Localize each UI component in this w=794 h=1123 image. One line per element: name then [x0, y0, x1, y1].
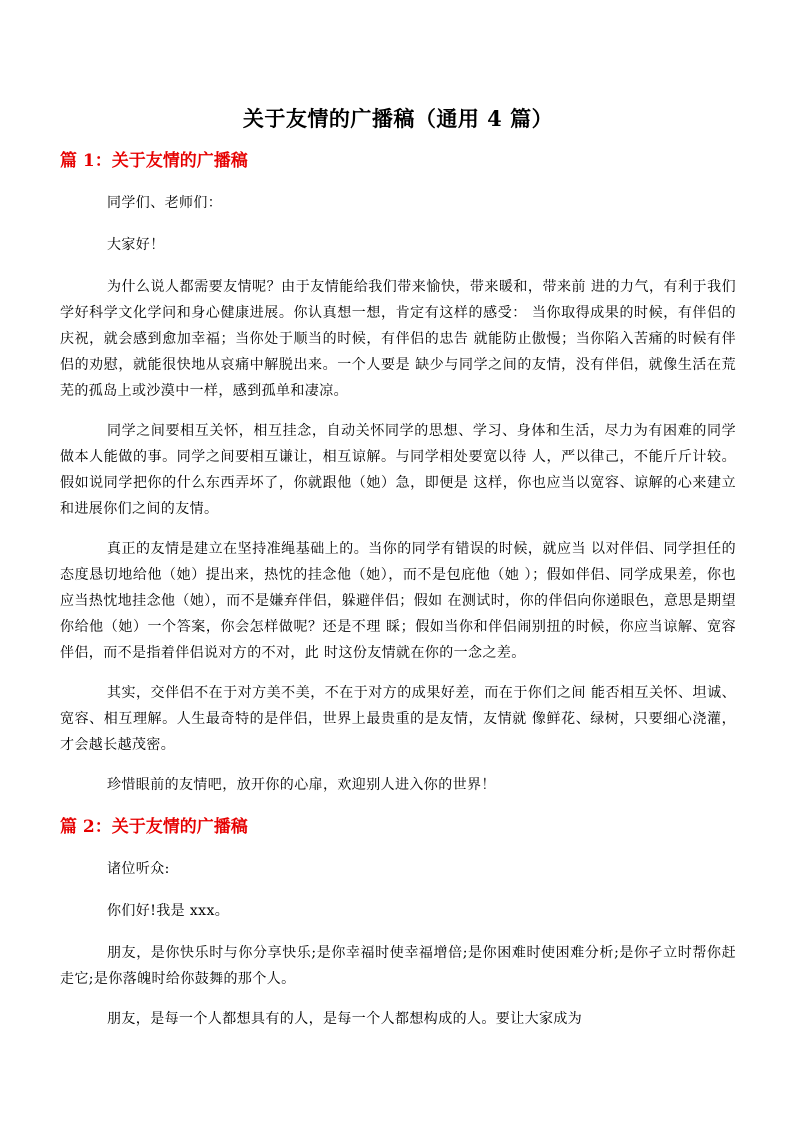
paragraph: 诸位听众:	[107, 861, 170, 877]
paragraph: 为什么说人都需要友情呢？由于友情能给我们带来愉快，带来暖和，带来前 进的力气，有利于我们学好科学文化学问和身心健康进展。你认真想一想，肯定有这样的感受： 当你取得成果的时候，有伴侣的庆祝，就会感到愈加幸福；当你处于顺当的时候，有伴侣的忠告 就能防止傲慢；当你陷入苦痛的时候有伴侣的劝慰，就能很快地从哀痛中解脱出来。一个人要是 缺少与同学之间的友情，没有伴侣，就像生活在荒芜的孤岛上或沙漠中一样，感到孤单和凄凉。	[60, 279, 736, 399]
section-1	[60, 148, 736, 798]
section-heading: 篇 1：关于友情的广播稿	[60, 151, 248, 171]
document-page	[60, 104, 736, 1046]
paragraph: 真正的友情是建立在坚持准绳基础上的。当你的同学有错误的时候，就应当 以对伴侣、同学担任的态度恳切地给他（她）提出来，热忱的挂念他（她），而不是包庇他（她 ）；假如伴侣、同学成果差，你也应当热忱地挂念他（她），而不是嫌弃伴侣，躲避伴侣；假如 在测试时，你的伴侣向你递眼色，意思是期望你给他（她）一个答案，你会怎样做呢？还是不理 睬；假如当你和伴侣闹别扭的时候，你应当谅解、宽容伴侣，而不是指着伴侣说对方的不对，此 时这份友情就在你的一念之差。	[60, 541, 736, 661]
section-2	[60, 814, 736, 1032]
paragraph: 你们好!我是 xxx。	[107, 903, 230, 919]
paragraph: 其实，交伴侣不在于对方美不美，不在于对方的成果好差，而在于你们之间 能否相互关怀、坦诚、宽容、相互理解。人生最奇特的是伴侣，世界上最贵重的是友情，友情就 像鲜花、绿树，只要细心浇灌，才会越长越茂密。	[60, 685, 736, 753]
paragraph: 大家好！	[107, 237, 165, 253]
paragraph: 同学们、老师们：	[107, 195, 223, 211]
document-title: 关于友情的广播稿（通用 4 篇）	[242, 106, 554, 131]
paragraph: 同学之间要相互关怀，相互挂念，自动关怀同学的思想、学习、身体和生活，尽力为有困难的同学做本人能做的事。同学之间要相互谦让，相互谅解。与同学相处要宽以待 人，严以律己，不能斤斤计较。假如说同学把你的什么东西弄坏了，你就跟他（她）急，即便是 这样，你也应当以宽容、谅解的心来建立和进展你们之间的友情。	[60, 423, 736, 517]
paragraph: 珍惜眼前的友情吧，放开你的心扉，欢迎别人进入你的世界！	[107, 777, 496, 793]
paragraph: 朋友，是每一个人都想具有的人，是每一个人都想构成的人。要让大家成为	[107, 1011, 583, 1027]
paragraph: 朋友，是你快乐时与你分享快乐;是你幸福时使幸福增倍;是你困难时使困难分析;是你孑立时帮你赶走它;是你落魄时给你鼓舞的那个人。	[60, 945, 736, 987]
section-heading: 篇 2：关于友情的广播稿	[60, 817, 248, 837]
